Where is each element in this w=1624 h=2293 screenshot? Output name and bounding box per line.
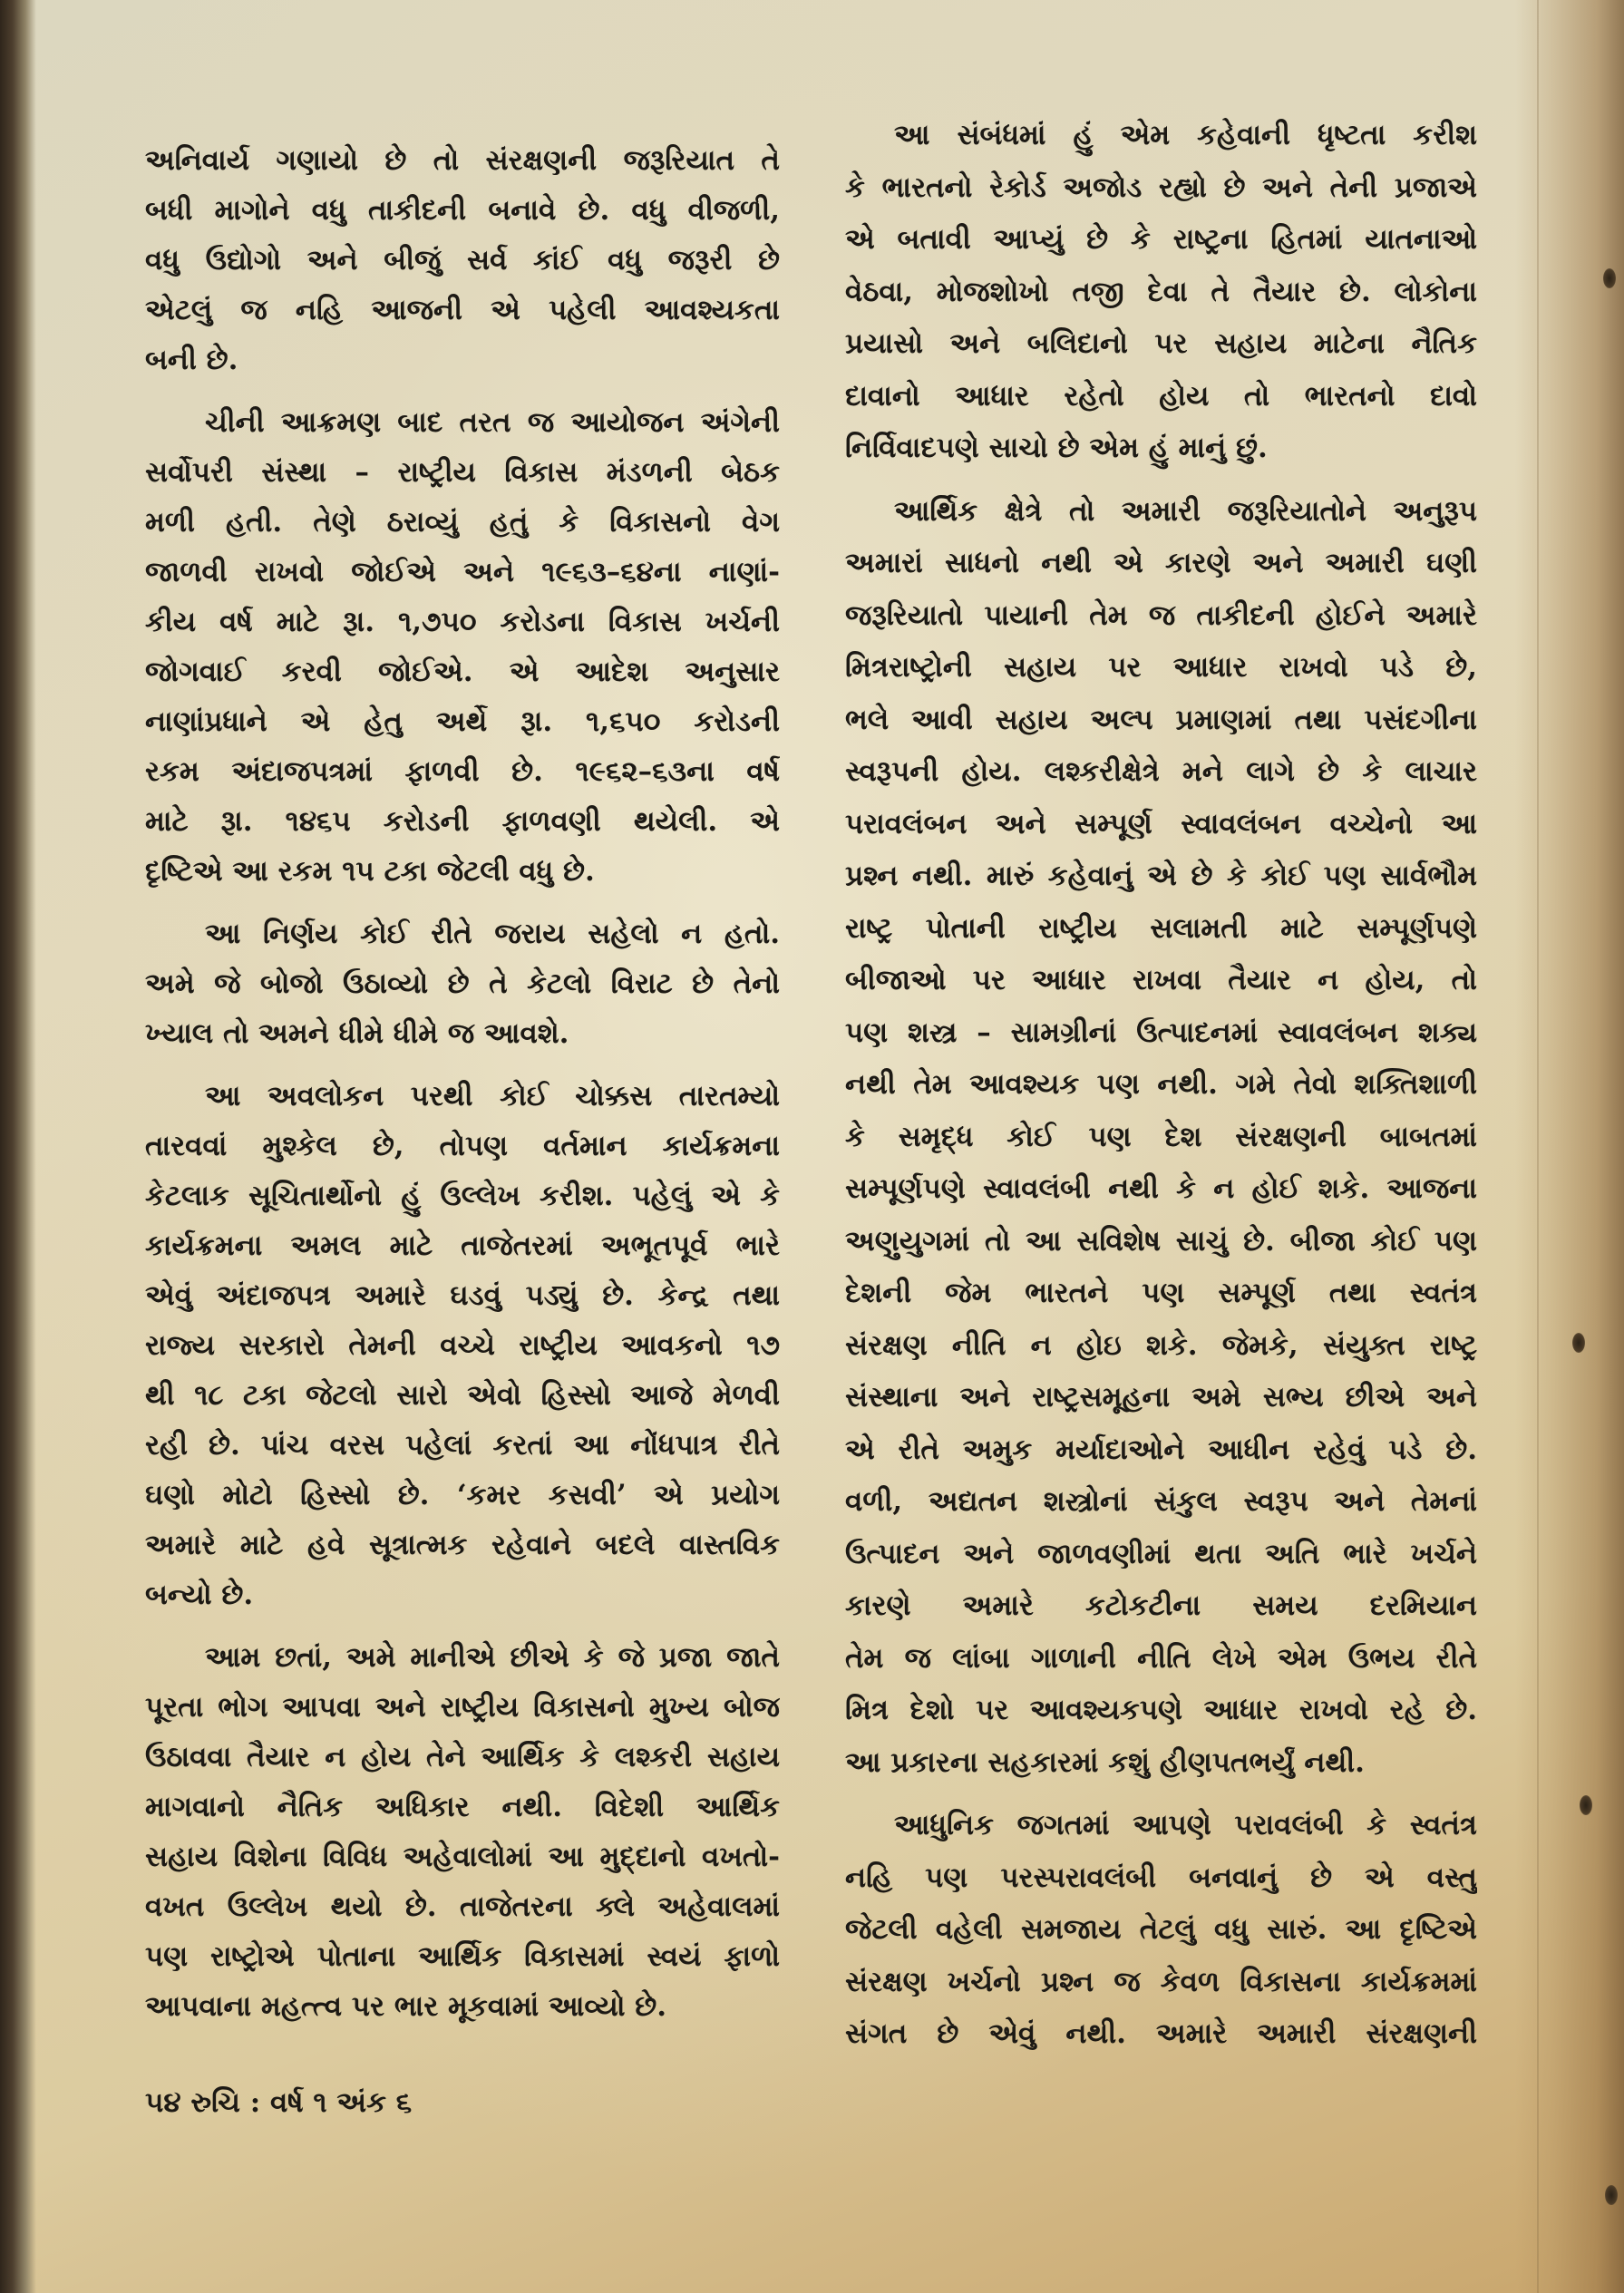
text-line: વખત ઉલ્લેખ થયો છે. તાજેતરના ક્લે અહેવાલમાં xyxy=(145,1890,780,1923)
text-line: આમ છતાં, અમે માનીએ છીએ કે જે પ્રજા જાતે xyxy=(205,1641,780,1674)
text-line: બની છે. xyxy=(145,344,238,376)
text-line: રાજ્ય સરકારો તેમની વચ્ચે રાષ્ટ્રીય આવકનો ૧૭ xyxy=(145,1329,780,1362)
text-line: આ સંબંધમાં હું એમ કહેવાની ધૃષ્ટતા કરીશ xyxy=(894,119,1477,151)
page-edge-discoloration xyxy=(1515,0,1624,2293)
text-line: અણુયુગમાં તો આ સવિશેષ સાચું છે. બીજા કોઈ પણ xyxy=(845,1224,1477,1258)
text-line: અમારાં સાધનો નથી એ કારણે અને અમારી ઘણી xyxy=(845,547,1477,579)
text-line: ઉત્પાદન અને જાળવણીમાં થતા અતિ ભારે ખર્ચને xyxy=(845,1537,1477,1570)
text-line: બીજાઓ પર આધાર રાખવા તૈયાર ન હોય, તો xyxy=(845,964,1477,996)
text-line: પૂરતા ભોગ આપવા અને રાષ્ટ્રીય વિકાસનો મુખ્ય બોજ xyxy=(145,1691,780,1724)
text-line: કારણે અમારે કટોકટીના સમય દરમિયાન xyxy=(845,1589,1477,1622)
text-line: અમે જે બોજો ઉઠાવ્યો છે તે કેટલો વિરાટ છે તેનો xyxy=(145,967,780,1000)
text-line: પણ શસ્ત્ર – સામગ્રીનાં ઉત્પાદનમાં સ્વાવલંબન શક્ય xyxy=(845,1015,1477,1049)
text-line: થી ૧૮ ટકા જેટલો સારો એવો હિસ્સો આજે મેળવી xyxy=(145,1379,780,1412)
text-line: માગવાનો નૈતિક અધિકાર નથી. વિદેશી આર્થિક xyxy=(145,1791,780,1823)
text-line: એવું અંદાજપત્ર અમારે ઘડવું પડ્યું છે. કેન્દ્ર તથા xyxy=(145,1279,780,1312)
text-line: અનિવાર્ય ગણાયો છે તો સંરક્ષણની જરૂરિયાત તે xyxy=(145,144,780,177)
text-line: મિત્રરાષ્ટ્રોની સહાય પર આધાર રાખવો પડે છે, xyxy=(845,651,1477,684)
paragraph xyxy=(145,136,780,385)
text-line: કાર્યક્રમના અમલ માટે તાજેતરમાં અભૂતપૂર્વ ભારે xyxy=(145,1229,780,1262)
text-line: પ્રશ્ન નથી. મારું કહેવાનું એ છે કે કોઈ પણ સાર્વભૌમ xyxy=(845,860,1477,892)
text-line: વળી, અદ્યતન શસ્ત્રોનાં સંકુલ સ્વરૂપ અને તેમનાં xyxy=(845,1485,1477,1518)
text-line: વેઠવા, મોજશોખો તજી દેવા તે તૈયાર છે. લોકોના xyxy=(845,275,1477,308)
text-line: માટે રૂા. ૧૪૬૫ કરોડની ફાળવણી થયેલી. એ xyxy=(145,805,780,838)
text-line: પરાવલંબન અને સમ્પૂર્ણ સ્વાવલંબન વચ્ચેનો આ xyxy=(845,807,1477,840)
paragraph xyxy=(145,398,780,897)
text-line: ઘણો મોટો હિસ્સો છે. ‘કમર કસવી’ એ પ્રયોગ xyxy=(145,1479,780,1511)
text-line: આ અવલોકન પરથી કોઈ ચોક્કસ તારતમ્યો xyxy=(205,1080,780,1112)
text-line: કે ભારતનો રેકોર્ડ અજોડ રહ્યો છે અને તેની પ્રજાએ xyxy=(845,170,1477,204)
text-line: આ નિર્ણય કોઈ રીતે જરાય સહેલો ન હતો. xyxy=(205,918,780,950)
text-line: સર્વોપરી સંસ્થા – રાષ્ટ્રીય વિકાસ મંડળની બેઠક xyxy=(145,456,780,489)
text-line: કેટલાક સૂચિતાર્થોનો હું ઉલ્લેખ કરીશ. પહેલું એ કે xyxy=(145,1180,780,1212)
text-line: કીય વર્ષ માટે રૂા. ૧,૭૫૦ કરોડના વિકાસ ખર્ચની xyxy=(145,606,780,638)
text-line: એ રીતે અમુક મર્યાદાઓને આધીન રહેવું પડે છે. xyxy=(845,1433,1477,1466)
text-line: સ્વરૂપની હોય. લશ્કરીક્ષેત્રે મને લાગે છે કે લાચાર xyxy=(845,755,1477,788)
text-line: એ બતાવી આપ્યું છે કે રાષ્ટ્રના હિતમાં યાતનાઓ xyxy=(845,223,1477,256)
text-line: સંસ્થાના અને રાષ્ટ્રસમૂહના અમે સભ્ય છીએ અને xyxy=(845,1381,1477,1414)
text-line: ઉઠાવવા તૈયાર ન હોય તેને આર્થિક કે લશ્કરી સહાય xyxy=(145,1741,780,1773)
issue-info: રુચિ : વર્ષ ૧ અંક ૬ xyxy=(190,2086,413,2119)
text-line: મિત્ર દેશો પર આવશ્યકપણે આધાર રાખવો રહે છે. xyxy=(845,1694,1477,1726)
text-line: સંરક્ષણ નીતિ ન હોઇ શકે. જેમકે, સંયુક્ત રાષ્ટ્ર xyxy=(845,1328,1477,1362)
text-line: જાળવી રાખવો જોઈએ અને ૧૯૬૩–૬૪ના નાણાં- xyxy=(145,556,780,588)
text-line: ખ્યાલ તો અમને ધીમે ધીમે જ આવશે. xyxy=(145,1017,569,1050)
text-line: બધી માગોને વધુ તાકીદની બનાવે છે. વધુ વીજળી, xyxy=(145,194,780,227)
page-edge-hole xyxy=(1605,2185,1618,2205)
text-line: જરૂરિયાતો પાયાની તેમ જ તાકીદની હોઈને અમારે xyxy=(845,598,1477,632)
text-line: તેમ જ લાંબા ગાળાની નીતિ લેખે એમ ઉભય રીતે xyxy=(845,1641,1477,1675)
text-line: વધુ ઉદ્યોગો અને બીજું સર્વ કાંઈ વધુ જરૂરી છે xyxy=(145,244,780,277)
text-line: એટલું જ નહિ આજની એ પહેલી આવશ્યકતા xyxy=(145,294,780,326)
text-line: સહાય વિશેના વિવિધ અહેવાલોમાં આ મુદ્દાનો વખતો- xyxy=(145,1841,780,1873)
paragraph xyxy=(845,486,1477,1790)
text-line: જેટલી વહેલી સમજાય તેટલું વધુ સારું. આ દૃષ્ટિએ xyxy=(845,1913,1477,1946)
page-edge-hole xyxy=(1603,268,1616,288)
text-line: સંગત છે એવું નથી. અમારે અમારી સંરક્ષણની xyxy=(845,2017,1477,2050)
page-footer xyxy=(145,2079,689,2126)
left-column xyxy=(145,136,780,2049)
text-line: તારવવાં મુશ્કેલ છે, તોપણ વર્તમાન કાર્યક્રમના xyxy=(145,1130,780,1162)
text-line: અમારે માટે હવે સૂત્રાત્મક રહેવાને બદલે વાસ્તવિક xyxy=(145,1529,780,1561)
right-column xyxy=(845,110,1477,2068)
page-fold-line xyxy=(1537,0,1539,2293)
text-line: પણ રાષ્ટ્રોએ પોતાના આર્થિક વિકાસમાં સ્વયં ફાળો xyxy=(145,1940,780,1973)
paragraph xyxy=(845,110,1477,475)
paragraph xyxy=(145,1633,780,2032)
text-line: સંરક્ષણ ખર્ચનો પ્રશ્ન જ કેવળ વિકાસના કાર્યક્રમમાં xyxy=(845,1965,1477,1998)
text-line: નહિ પણ પરસ્પરાવલંબી બનવાનું છે એ વસ્તુ xyxy=(845,1861,1477,1894)
text-line: નિર્વિવાદપણે સાચો છે એમ હું માનું છું. xyxy=(845,432,1268,464)
text-line: આ પ્રકારના સહકારમાં કશું હીણપતભર્યું નથી. xyxy=(845,1745,1365,1779)
text-line: નથી તેમ આવશ્યક પણ નથી. ગમે તેવો શક્તિશાળી xyxy=(845,1068,1477,1101)
text-line: ભલે આવી સહાય અલ્પ પ્રમાણમાં તથા પસંદગીના xyxy=(845,703,1477,736)
text-line: જોગવાઈ કરવી જોઈએ. એ આદેશ અનુસાર xyxy=(145,656,780,688)
text-line: રકમ અંદાજપત્રમાં ફાળવી છે. ૧૯૬૨–૬૩ના વર્ષ xyxy=(145,755,780,788)
text-line: નાણાંપ્રધાને એ હેતુ અર્થે રૂા. ૧,૬૫૦ કરોડની xyxy=(145,705,780,738)
text-line: પ્રયાસો અને બલિદાનો પર સહાય માટેના નૈતિક xyxy=(845,327,1477,360)
text-line: મળી હતી. તેણે ઠરાવ્યું હતું કે વિકાસનો વેગ xyxy=(145,506,780,539)
text-line: દેશની જેમ ભારતને પણ સમ્પૂર્ણ તથા સ્વતંત્ર xyxy=(845,1277,1477,1309)
paragraph xyxy=(145,909,780,1059)
text-line: રાષ્ટ્ર પોતાની રાષ્ટ્રીય સલામતી માટે સમ્પૂર્ણપણે xyxy=(845,911,1477,945)
text-line: ચીની આક્રમણ બાદ તરત જ આયોજન અંગેની xyxy=(205,406,780,439)
binding-gutter-shadow xyxy=(0,0,36,2293)
text-line: રહી છે. પાંચ વરસ પહેલાં કરતાં આ નોંધપાત્ર રીતે xyxy=(145,1429,780,1462)
page-edge-hole xyxy=(1580,1795,1592,1815)
paragraph xyxy=(145,1072,780,1620)
page-number: ૫૪ xyxy=(145,2086,181,2119)
text-line: દાવાનો આધાર રહેતો હોય તો ભારતનો દાવો xyxy=(845,379,1477,413)
text-line: દૃષ્ટિએ આ રકમ ૧૫ ટકા જેટલી વધુ છે. xyxy=(145,855,595,888)
text-line: આપવાના મહત્ત્વ પર ભાર મૂકવામાં આવ્યો છે. xyxy=(145,1990,667,2023)
text-line: આધુનિક જગતમાં આપણે પરાવલંબી કે સ્વતંત્ર xyxy=(894,1809,1477,1841)
paragraph xyxy=(845,1800,1477,2061)
text-line: કે સમૃદ્ધ કોઈ પણ દેશ સંરક્ષણની બાબતમાં xyxy=(845,1120,1477,1153)
page-edge-hole xyxy=(1572,1333,1585,1353)
text-line: આર્થિક ક્ષેત્રે તો અમારી જરૂરિયાતોને અનુરૂપ xyxy=(894,494,1477,528)
text-line: સમ્પૂર્ણપણે સ્વાવલંબી નથી કે ન હોઈ શકે. આજના xyxy=(845,1172,1477,1205)
text-line: બન્યો છે. xyxy=(145,1579,254,1611)
